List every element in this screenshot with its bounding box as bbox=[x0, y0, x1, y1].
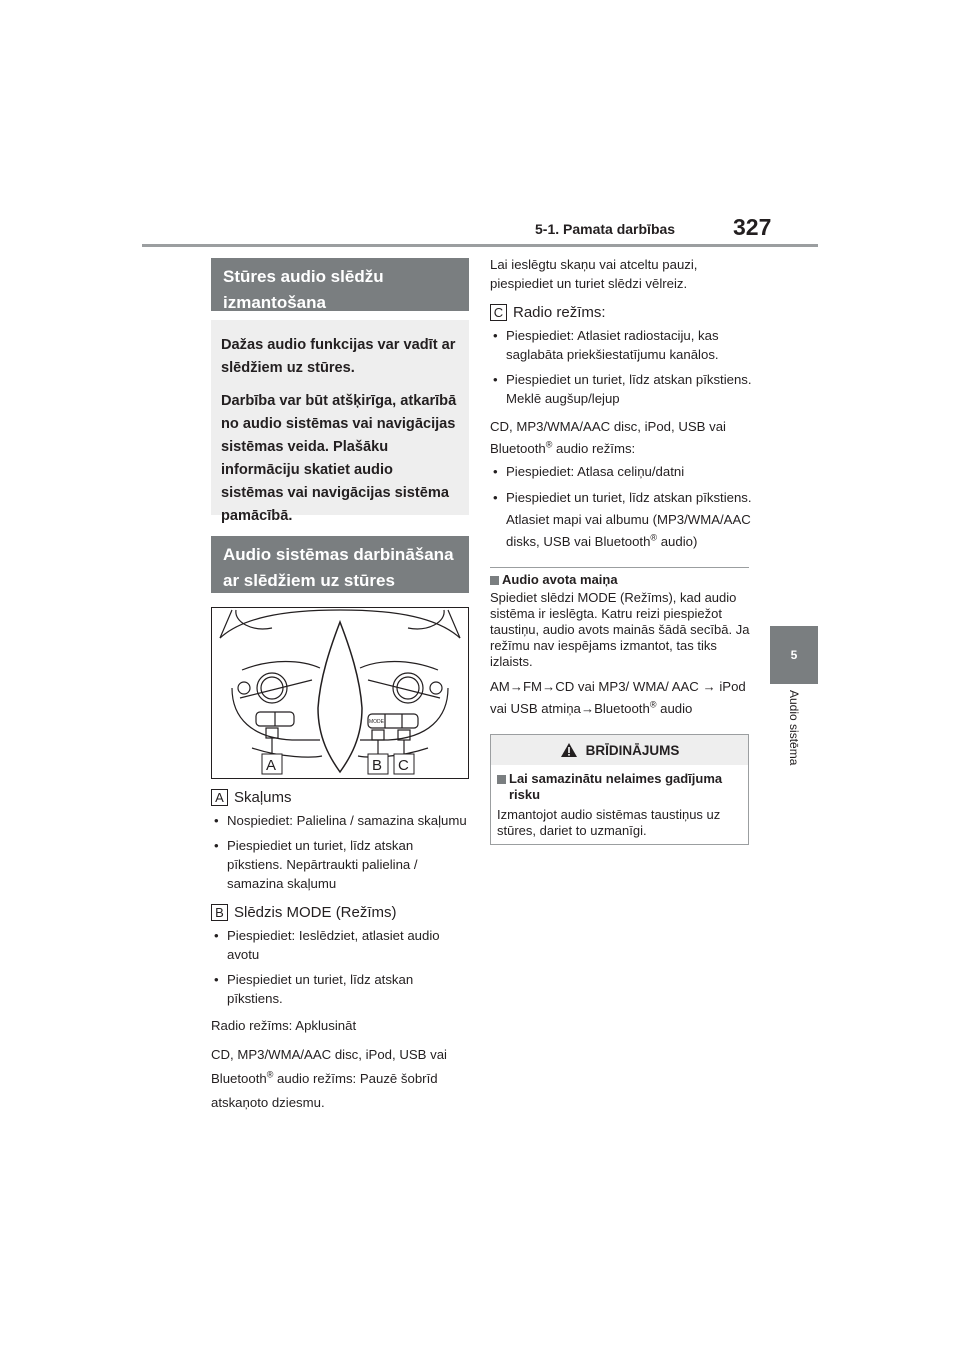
item-b-bullet-2: • Piespiediet un turiet, līdz atskan pīkstiens. bbox=[211, 970, 471, 1008]
item-c-title: Radio režīms: bbox=[513, 304, 606, 321]
item-c-heading bbox=[490, 303, 752, 322]
arrow-icon: → bbox=[580, 701, 595, 716]
reg-mark-right: ® bbox=[545, 439, 553, 450]
left-column bbox=[211, 788, 471, 1121]
right-column-bottom bbox=[490, 572, 752, 726]
arrow-icon: → bbox=[542, 679, 556, 694]
callout-a: A bbox=[266, 757, 277, 774]
intro-para-1: Dažas audio funkcijas var vadīt ar slēdžiem uz stūres. bbox=[221, 337, 456, 376]
intro-box bbox=[211, 320, 469, 524]
item-b-title: Slēdzis MODE (Režīms) bbox=[234, 904, 397, 921]
letter-c: C bbox=[490, 304, 507, 321]
cd-mode-text bbox=[211, 1043, 471, 1115]
warning-title: BRĪDINĀJUMS bbox=[585, 742, 680, 758]
seq-fm: FM bbox=[522, 679, 543, 694]
item-a-bullet-1: • Nospiediet: Palielina / samazina skaļumu bbox=[211, 811, 471, 830]
cd-mode-right-pre: CD, MP3/WMA/AAC disc, iPod, USB vai Bluetooth bbox=[490, 419, 726, 456]
arrow-icon: → bbox=[702, 679, 716, 694]
radio-mode-text: Radio režīms: Apklusināt bbox=[211, 1018, 357, 1033]
item-a-bullet-2: • Piespiediet un turiet, līdz atskan pīkstiens. Nepārtraukti palielina / samazina skaļumu bbox=[211, 836, 471, 893]
arrow-icon: → bbox=[509, 679, 523, 694]
cd-mode-right-post: audio režīms: bbox=[552, 441, 636, 456]
letter-a: A bbox=[211, 789, 228, 806]
warning-subtitle-row bbox=[497, 771, 742, 803]
warning-subtitle: Lai samazinātu nelaimes gadījuma risku bbox=[509, 771, 723, 802]
callout-b: B bbox=[372, 757, 383, 774]
square-bullet-icon bbox=[490, 576, 499, 585]
warning-triangle-icon bbox=[560, 742, 578, 758]
steering-wheel-illustration bbox=[212, 608, 468, 778]
right-column-top bbox=[490, 255, 752, 559]
page-number: 327 bbox=[733, 214, 772, 240]
item-d-bullet-1: • Piespiediet: Atlasa celiņu/datni bbox=[490, 462, 752, 481]
item-d-bullet-2-pre: Piespiediet un turiet, līdz atskan pīkstiens. Atlasiet mapi vai albumu (MP3/WMA/AAC disks, USB vai Bluetooth bbox=[506, 490, 752, 549]
chapter-number: 5 bbox=[790, 648, 798, 662]
heading-rule bbox=[211, 591, 469, 593]
seq-am: AM bbox=[490, 679, 510, 694]
cd-mode-text-right bbox=[490, 416, 752, 460]
header-rule bbox=[142, 244, 818, 247]
item-d-bullet-2 bbox=[490, 487, 752, 553]
audio-source-text: Spiediet slēdzi MODE (Režīms), kad audio sistēma ir ieslēgta. Katru reizi piespiežot taustiņu, audio avots mainās šādā secībā. Ja režīmu nav iespējams izmantot, tas tiks izlaists. bbox=[490, 590, 750, 669]
reg-mark: ® bbox=[266, 1069, 274, 1080]
unpause-text: Lai ieslēgtu skaņu vai atceltu pauzi, piespiediet un turiet slēdzi vēlreiz. bbox=[490, 257, 698, 291]
seq-cd: CD vai MP3/ WMA/ AAC bbox=[555, 679, 703, 694]
seq-audio: audio bbox=[656, 701, 693, 716]
warning-body bbox=[491, 765, 748, 839]
item-c-bullet-1: • Piespiediet: Atlasiet radiostaciju, kas saglabāta priekšiestatījumu kanālos. bbox=[490, 326, 752, 364]
steering-wheel-figure bbox=[211, 607, 469, 779]
warning-text: Izmantojot audio sistēmas taustiņus uz stūres, dariet to uzmanīgi. bbox=[497, 807, 721, 838]
audio-source-heading bbox=[490, 572, 752, 588]
warning-box bbox=[490, 734, 749, 845]
cd-mode-post: audio režīms: Pauzē šobrīd atskaņoto dziesmu. bbox=[211, 1071, 438, 1110]
section-heading-2: Audio sistēmas darbināšana ar slēdžiem uz stūres bbox=[211, 536, 469, 591]
chapter-tab bbox=[770, 626, 818, 684]
intro-para-2: Darbība var būt atšķirīga, atkarībā no audio sistēmas vai navigācijas sistēmas veida. Plašāku informāciju skatiet audio sistēmas vai navigācijas sistēma pamācībā. bbox=[221, 393, 457, 524]
square-bullet-icon bbox=[497, 775, 506, 784]
chapter-label-text: Audio sistēma bbox=[787, 690, 801, 766]
source-sequence bbox=[490, 676, 752, 720]
seq-ipod: iPod vai USB atmiņa bbox=[490, 679, 746, 716]
letter-b: B bbox=[211, 904, 228, 921]
item-c-bullet-2: • Piespiediet un turiet, līdz atskan pīkstiens. Meklē augšup/lejup bbox=[490, 370, 752, 408]
section-heading-1: Stūres audio slēdžu izmantošana bbox=[211, 258, 469, 311]
section-title: 5-1. Pamata darbības bbox=[535, 221, 676, 237]
item-a-title: Skaļums bbox=[234, 789, 292, 806]
cd-mode-pre: CD, MP3/WMA/AAC disc, iPod, USB vai Bluetooth bbox=[211, 1047, 447, 1086]
item-b-heading bbox=[211, 903, 471, 922]
item-d-bullet-2-post: audio) bbox=[657, 534, 698, 549]
seq-bluetooth: Bluetooth bbox=[594, 701, 650, 716]
item-a-heading bbox=[211, 788, 471, 807]
callout-c: C bbox=[398, 757, 409, 774]
mode-button-label: MODE bbox=[369, 719, 384, 725]
audio-source-title: Audio avota maiņa bbox=[502, 572, 618, 587]
chapter-label bbox=[787, 690, 801, 800]
section-separator bbox=[490, 567, 749, 568]
reg-mark-d: ® bbox=[650, 532, 658, 543]
item-b-bullet-1: • Piespiediet: Ieslēdziet, atlasiet audio avotu bbox=[211, 926, 471, 964]
reg-mark-seq: ® bbox=[649, 699, 657, 710]
warning-header bbox=[491, 735, 748, 765]
